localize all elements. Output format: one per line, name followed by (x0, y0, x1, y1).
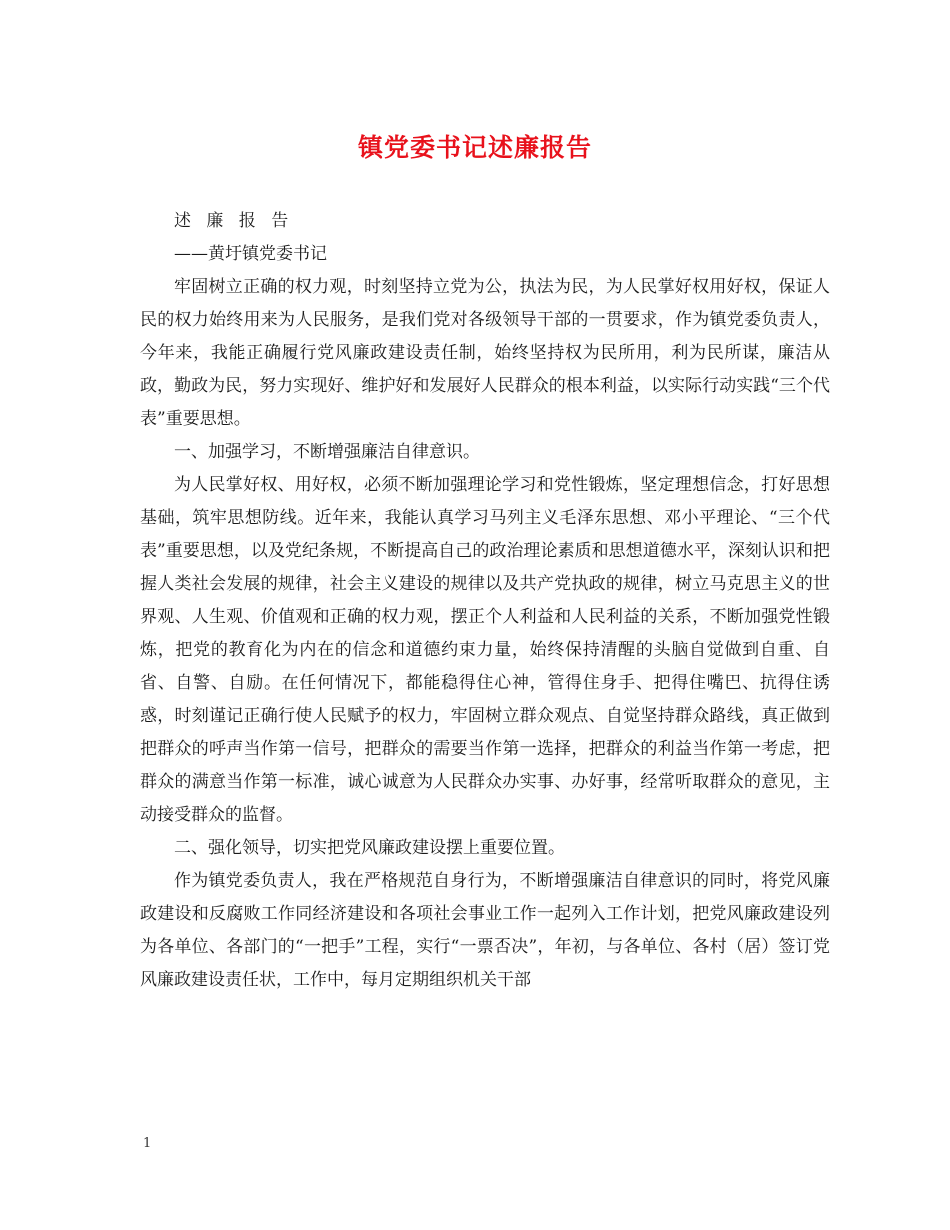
intro-paragraph: 牢固树立正确的权力观，时刻坚持立党为公，执法为民，为人民掌好权用好权，保证人民的权力始终用来为人民服务，是我们党对各级领导干部的一贯要求，作为镇党委负责人，今年来，我能正确履行党风廉政建设责任制，始终坚持权为民所用，利为民所谋，廉洁从政，勤政为民，努力实现好、维护好和发展好人民群众的根本利益，以实际行动实践“三个代表”重要思想。 (140, 277, 830, 429)
section-2-paragraph: 作为镇党委负责人，我在严格规范自身行为，不断增强廉洁自律意识的同时，将党风廉政建设和反腐败工作同经济建设和各项社会事业工作一起列入工作计划，把党风廉政建设列为各单位、各部门的“一把手”工程，实行“一票否决”，年初，与各单位、各村（居）签订党风廉政建设责任状，工作中，每月定期组织机关干部 (140, 871, 830, 990)
document-title: 镇党委书记述廉报告 (357, 133, 592, 162)
page-number: 1 (143, 1136, 152, 1151)
document-body (140, 205, 830, 997)
section-heading-2: 二、强化领导，切实把党风廉政建设摆上重要位置。 (174, 838, 565, 858)
section-1-paragraph: 为人民掌好权、用好权，必须不断加强理论学习和党性锻炼，坚定理想信念，打好思想基础，筑牢思想防线。近年来，我能认真学习马列主义毛泽东思想、邓小平理论、“三个代表”重要思想，以及党纪条规，不断提高自己的政治理论素质和思想道德水平，深刻认识和把握人类社会发展的规律，社会主义建设的规律以及共产党执政的规律，树立马克思主义的世界观、人生观、价值观和正确的权力观，摆正个人利益和人民利益的关系，不断加强党性锻炼，把党的教育化为内在的信念和道德约束力量，始终保持清醒的头脑自觉做到自重、自省、自警、自励。在任何情况下，都能稳得住心神，管得住身手、把得住嘴巴、抗得住诱惑，时刻谨记正确行使人民赋予的权力，牢固树立群众观点、自觉坚持群众路线，真正做到把群众的呼声当作第一信号，把群众的需要当作第一选择，把群众的利益当作第一考虑，把群众的满意当作第一标准，诚心诚意为人民群众办实事、办好事，经常听取群众的意见，主动接受群众的监督。 (140, 475, 830, 825)
section-heading-1: 一、加强学习，不断增强廉洁自律意识。 (174, 442, 480, 462)
report-heading: 述 廉 报 告 (174, 211, 294, 231)
report-author-line: ——黄圩镇党委书记 (174, 244, 327, 264)
